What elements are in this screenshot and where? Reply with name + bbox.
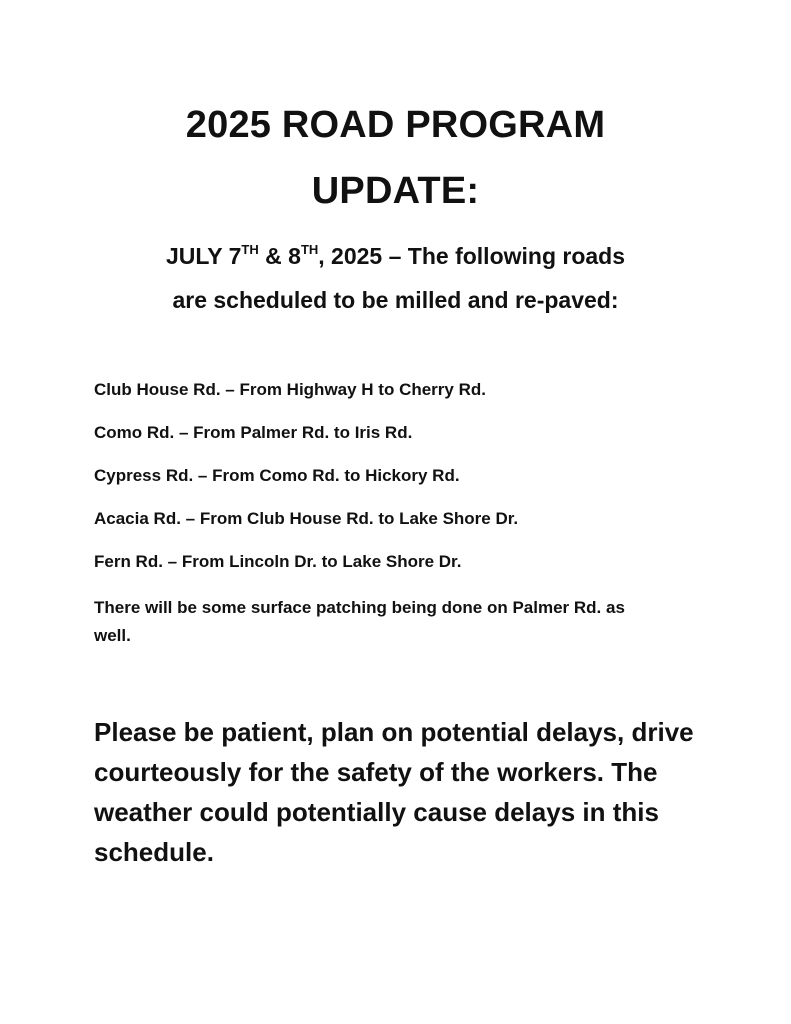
road-item-acacia: Acacia Rd. – From Club House Rd. to Lake Shore Dr. <box>94 509 519 528</box>
schedule-date-line <box>0 234 791 278</box>
road-list <box>94 376 734 591</box>
road-item-fern: Fern Rd. – From Lincoln Dr. to Lake Shore Dr. <box>94 552 462 571</box>
date-rest: , 2025 – The following roads <box>318 243 626 269</box>
road-item-club-house: Club House Rd. – From Highway H to Cherry Rd. <box>94 380 486 399</box>
page-title-line-2: UPDATE: <box>311 170 480 212</box>
ordinal-suffix-7th: TH <box>241 242 259 257</box>
ordinal-suffix-8th: TH <box>300 242 319 257</box>
road-item-cypress: Cypress Rd. – From Como Rd. to Hickory Rd. <box>94 466 460 485</box>
patching-note: There will be some surface patching being done on Palmer Rd. as well. <box>94 598 625 645</box>
date-july: JULY 7 <box>165 243 242 269</box>
date-eighth: & 8 <box>258 243 301 269</box>
closing-message: Please be patient, plan on potential delays, drive courteously for the safety of the workers. The weather could potentially cause delays in this schedule. <box>94 717 694 867</box>
road-item-como: Como Rd. – From Palmer Rd. to Iris Rd. <box>94 423 413 442</box>
schedule-description-line: are scheduled to be milled and re-paved: <box>172 287 619 313</box>
page-title-line-1: 2025 ROAD PROGRAM <box>185 104 606 146</box>
